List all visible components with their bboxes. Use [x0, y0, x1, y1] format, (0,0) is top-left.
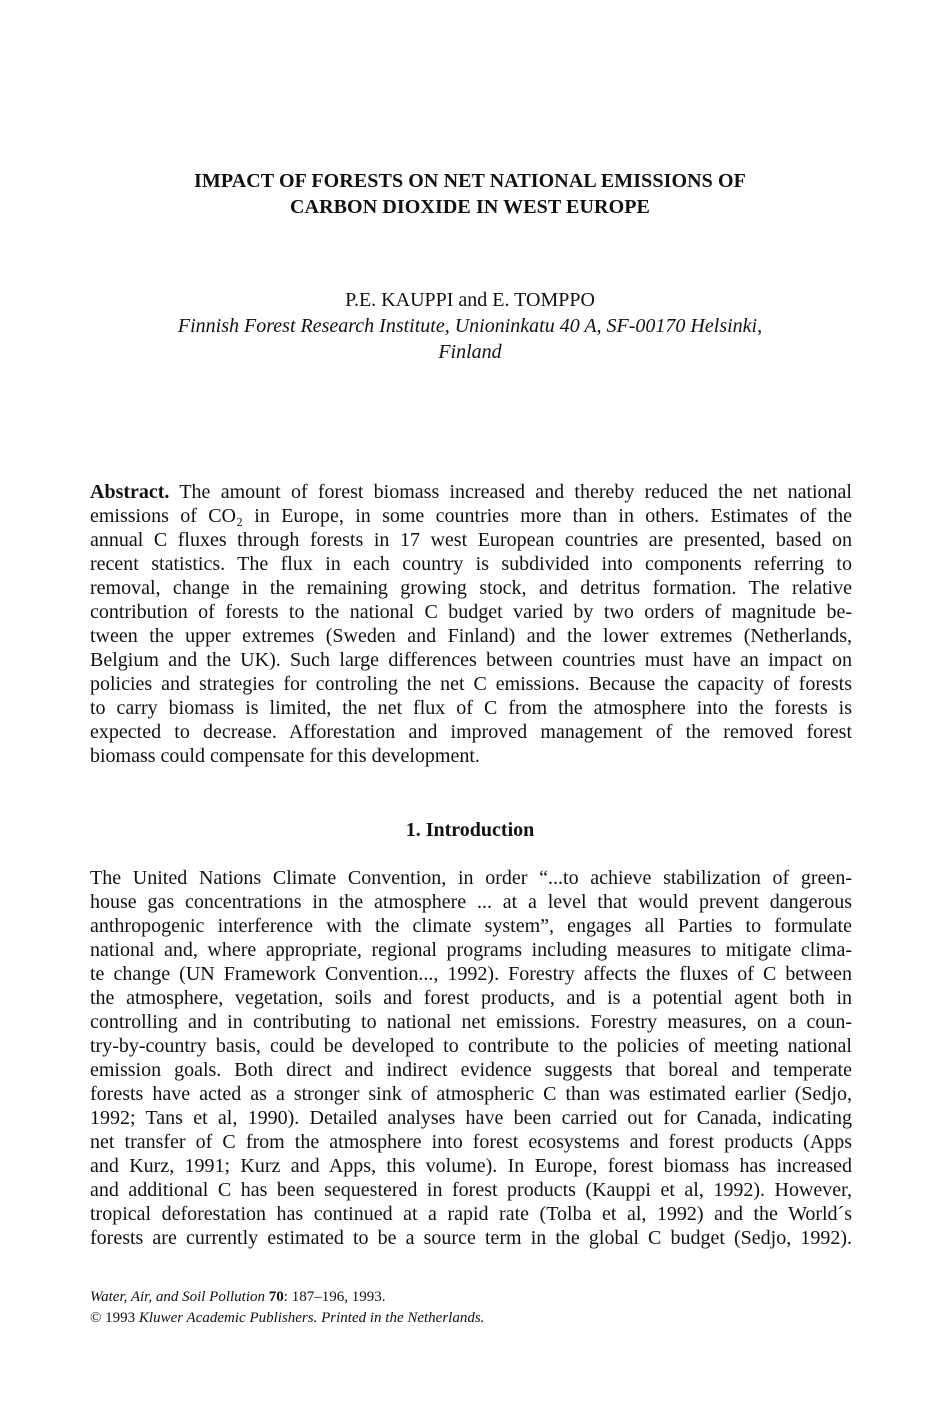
- body-text-line: anthropogenic interference with the climate system”, engages all Parties to formulate: [90, 915, 852, 937]
- body-text-line: forests are currently estimated to be a source term in the global C budget (Sedjo, 1992).: [90, 1227, 852, 1249]
- abstract-line: emissions of CO₂ in Europe, in some countries more than in others. Estimates of the: [90, 505, 852, 527]
- body-text-line: the atmosphere, vegetation, soils and forest products, and is a potential agent both in: [90, 987, 852, 1009]
- section-heading-introduction: 1. Introduction: [405, 819, 535, 841]
- journal-footer: [90, 1287, 790, 1329]
- abstract-line: expected to decrease. Afforestation and improved management of the removed forest: [90, 721, 852, 743]
- body-text-line: te change (UN Framework Convention..., 1992). Forestry affects the fluxes of C between: [90, 963, 852, 985]
- journal-name: Water, Air, and Soil Pollution: [90, 1289, 266, 1305]
- abstract-line: annual C fluxes through forests in 17 west European countries are presented, based on: [90, 529, 852, 551]
- citation-line: [90, 1287, 790, 1308]
- author-affiliation: [90, 313, 850, 365]
- abstract-line: to carry biomass is limited, the net flux of C from the atmosphere into the forests is: [90, 697, 852, 719]
- body-text-line: net transfer of C from the atmosphere into forest ecosystems and forest products (Apps: [90, 1131, 852, 1153]
- introduction-body: [90, 866, 852, 1250]
- affiliation-line: Finland: [438, 341, 502, 363]
- body-text-line: 1992; Tans et al, 1990). Detailed analyses have been carried out for Canada, indicating: [90, 1107, 852, 1129]
- abstract-line: policies and strategies for controling the net C emissions. Because the capacity of forests: [90, 673, 852, 695]
- abstract-line: recent statistics. The flux in each country is subdivided into components referring to: [90, 553, 852, 575]
- body-text-line: national and, where appropriate, regional programs including measures to mitigate clima-: [90, 939, 852, 961]
- body-text-line: controlling and in contributing to national net emissions. Forestry measures, on a coun-: [90, 1011, 852, 1033]
- abstract-line: tween the upper extremes (Sweden and Finland) and the lower extremes (Netherlands,: [90, 625, 852, 647]
- abstract-line: biomass could compensate for this development.: [90, 745, 480, 767]
- article-title-line: IMPACT OF FORESTS ON NET NATIONAL EMISSIONS OF: [194, 170, 746, 192]
- abstract-line: contribution of forests to the national C budget varied by two orders of magnitude be-: [90, 601, 852, 623]
- abstract-line: Belgium and the UK). Such large differences between countries must have an impact on: [90, 649, 852, 671]
- body-text-line: forests have acted as a stronger sink of atmospheric C than was estimated earlier (Sedjo,: [90, 1083, 852, 1105]
- article-title: [90, 168, 850, 220]
- article-title-line: CARBON DIOXIDE IN WEST EUROPE: [289, 196, 650, 218]
- publisher-name: Kluwer Academic Publishers. Printed in the Netherlands.: [138, 1310, 485, 1326]
- abstract-line: removal, change in the remaining growing stock, and detritus formation. The relative: [90, 577, 852, 599]
- abstract-line: Abstract. The amount of forest biomass increased and thereby reduced the net national: [90, 481, 852, 503]
- affiliation-line: Finnish Forest Research Institute, Unioninkatu 40 A, SF-00170 Helsinki,: [177, 315, 763, 337]
- copyright-line: [90, 1308, 790, 1329]
- abstract-label: Abstract.: [90, 481, 170, 503]
- body-text-line: try-by-country basis, could be developed to contribute to the policies of meeting national: [90, 1035, 852, 1057]
- copyright-notice: © 1993: [90, 1310, 139, 1326]
- body-text-line: tropical deforestation has continued at a rapid rate (Tolba et al, 1992) and the World´s: [90, 1203, 852, 1225]
- body-text-line: and additional C has been sequestered in forest products (Kauppi et al, 1992). However,: [90, 1179, 852, 1201]
- abstract: [90, 480, 852, 768]
- journal-pages-year: : 187–196, 1993.: [283, 1289, 386, 1305]
- body-text-line: and Kurz, 1991; Kurz and Apps, this volume). In Europe, forest biomass has increased: [90, 1155, 852, 1177]
- journal-volume: 70: [268, 1289, 284, 1305]
- body-text-line: emission goals. Both direct and indirect evidence suggests that boreal and temperate: [90, 1059, 852, 1081]
- author-names: P.E. KAUPPI and E. TOMPPO: [345, 289, 595, 311]
- body-text-line: house gas concentrations in the atmosphere ... at a level that would prevent dangerous: [90, 891, 852, 913]
- body-text-line: The United Nations Climate Convention, in order “...to achieve stabilization of green-: [90, 867, 852, 889]
